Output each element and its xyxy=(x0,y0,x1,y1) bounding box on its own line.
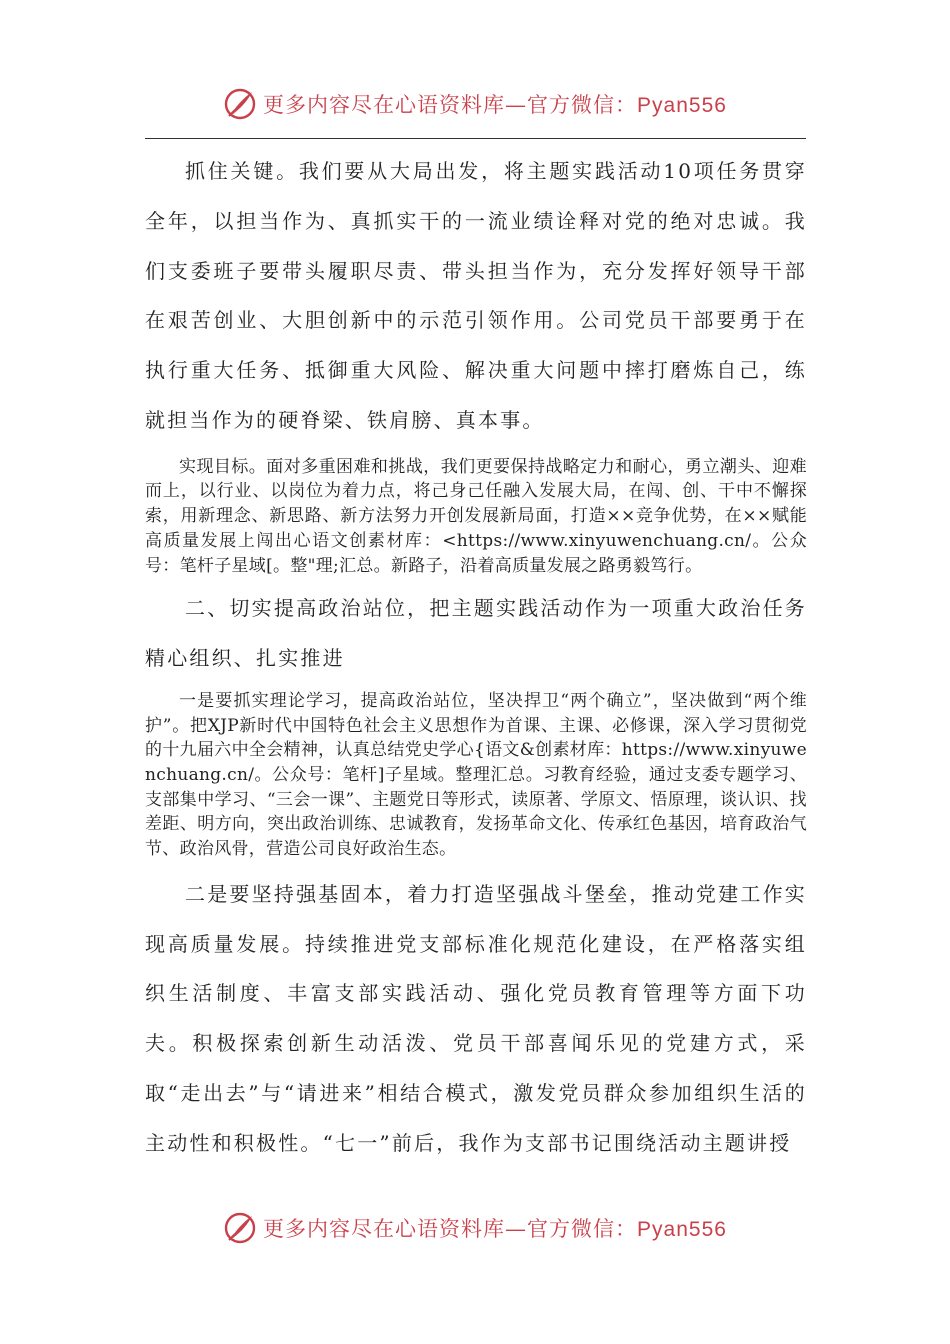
watermark-main: 更多内容尽在心语资料库 xyxy=(263,93,506,117)
quill-logo-icon xyxy=(223,1211,257,1245)
watermark-text xyxy=(263,1213,727,1243)
document-body xyxy=(145,147,807,1169)
watermark-separator: — xyxy=(505,1217,528,1241)
paragraph-grasp-key: 抓住关键。我们要从大局出发，将主题实践活动10项任务贯穿全年，以担当作为、真抓实干的一流业绩诠释对党的绝对忠诚。我们支委班子要带头履职尽责、带头担当作为，充分发挥好领导干部在艰苦创业、大胆创新中的示范引领作用。公司党员干部要勇于在执行重大任务、抵御重大风险、解决重大问题中摔打磨炼自己，练就担当作为的硬脊梁、铁肩膀、真本事。 xyxy=(145,159,807,432)
watermark-footer xyxy=(0,1208,950,1248)
quill-logo-icon xyxy=(223,87,257,121)
watermark-suffix: 官方微信： xyxy=(527,93,638,117)
paragraph-achieve-goals: 实现目标。面对多重困难和挑战，我们更要保持战略定力和耐心，勇立潮头、迎难而上，以行业、以岗位为着力点，将己身己任融入发展大局，在闯、创、干中不懈探索，用新理念、新思路、新方法努力开创发展新局面，打造××竞争优势，在××赋能高质量发展上闯出心语文创素材库：<https://www.xinyuwenchuang.cn/。公众号：笔杆子星域[。整"理;汇总。新路子，沿着高质量发展之路勇毅笃行。 xyxy=(145,456,807,576)
watermark-text xyxy=(263,89,727,119)
watermark-handle: Pyan556 xyxy=(637,94,727,117)
watermark-separator: — xyxy=(505,93,528,117)
section-heading-2: 二、切实提高政治站位，把主题实践活动作为一项重大政治任务精心组织、扎实推进 xyxy=(145,596,807,671)
paragraph-theory-study: 一是要抓实理论学习，提高政治站位，坚决捍卫“两个确立”，坚决做到“两个维护”。把XJP新时代中国特色社会主义思想作为首课、主课、必修课，深入学习贯彻党的十九届六中全会精神，认真总结党史学心{语文&创素材库：https://www.xinyuwenchuang.cn/。公众号：笔杆]子星域。整理汇总。习教育经验，通过支委专题学习、支部集中学习、“三会一课”、主题党日等形式，读原著、学原文、悟原理，谈认识、找差距、明方向，突出政治训练、忠诚教育，发扬革命文化、传承红色基因，培育政治气节、政治风骨，营造公司良好政治生态。 xyxy=(145,690,807,860)
watermark-header xyxy=(0,84,950,124)
paragraph-strengthen-foundation: 二是要坚持强基固本，着力打造坚强战斗堡垒，推动党建工作实现高质量发展。持续推进党支部标准化规范化建设，在严格落实组织生活制度、丰富支部实践活动、强化党员教育管理等方面下功夫。积极探索创新生动活泼、党员干部喜闻乐见的党建方式，采取“走出去”与“请进来”相结合模式，激发党员群众参加组织生活的主动性和积极性。“七一”前后，我作为支部书记围绕活动主题讲授 xyxy=(145,881,807,1155)
watermark-handle: Pyan556 xyxy=(637,1218,727,1241)
watermark-main: 更多内容尽在心语资料库 xyxy=(263,1217,506,1241)
header-rule xyxy=(145,138,806,139)
watermark-suffix: 官方微信： xyxy=(527,1217,638,1241)
